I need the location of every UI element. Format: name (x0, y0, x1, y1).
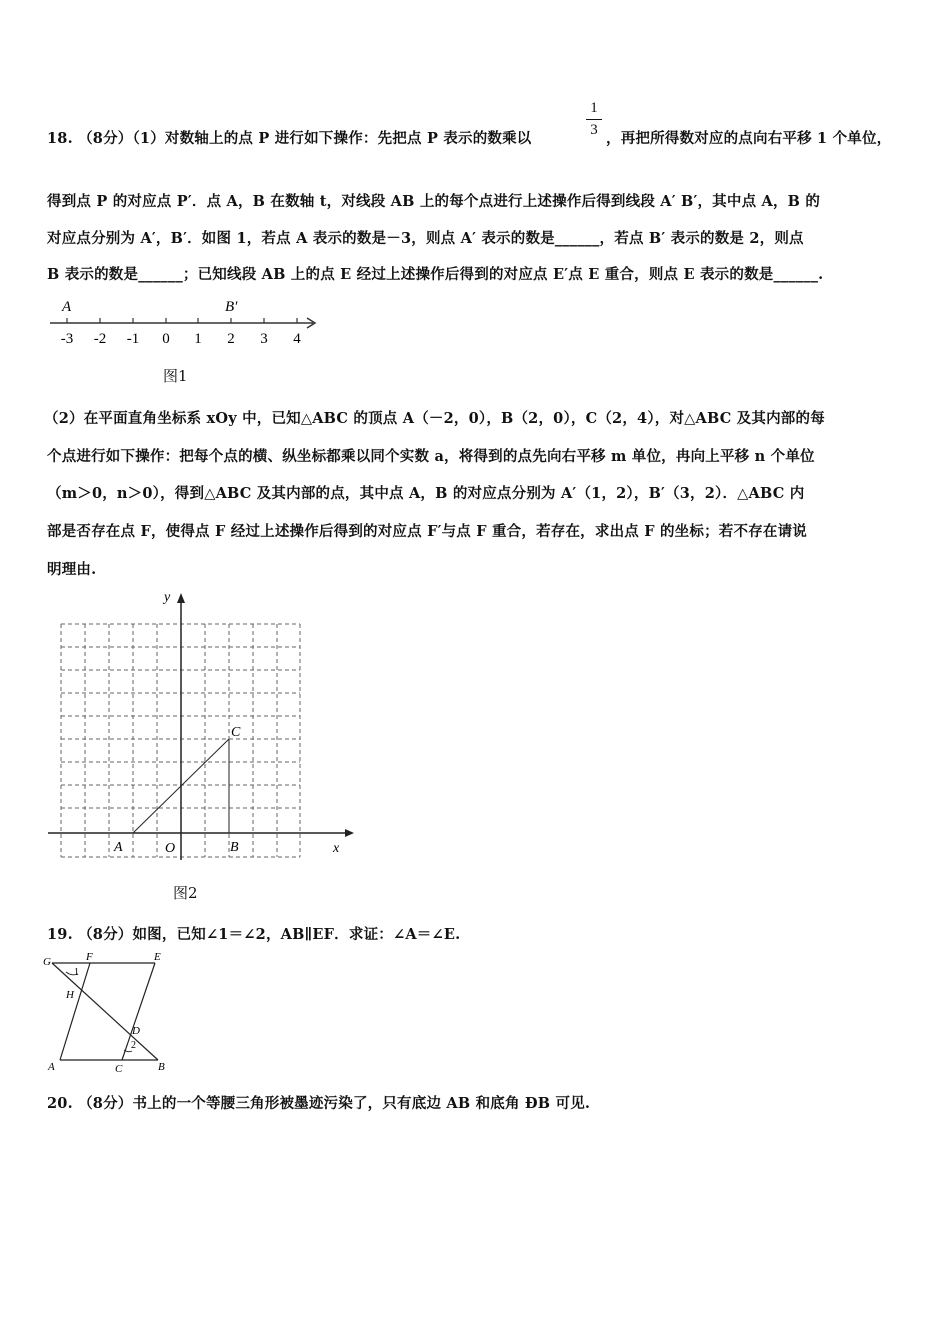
figure-2-coordinate-grid (40, 585, 360, 865)
q18-part2-line2: 个点进行如下操作：把每个点的横、纵坐标都乘以同个实数 a，将得到的点先向右平移 m 单位，冉向上平移 n 个单位 (47, 448, 815, 465)
tick-label: 1 (194, 331, 202, 347)
vertex-C: C (115, 1063, 123, 1075)
vertex-A: A (48, 1061, 55, 1073)
q19-text: 19. （8分）如图，已知∠1＝∠2，AB∥EF．求证：∠A＝∠E. (47, 926, 461, 943)
axis-x-label: x (333, 841, 340, 856)
tick-label: 0 (162, 331, 170, 347)
tick-label: 2 (227, 331, 235, 347)
label-B-prime: B′ (225, 299, 238, 315)
origin-label: O (165, 841, 176, 856)
figure-1-number-line (45, 296, 335, 356)
tick-label: 4 (293, 331, 301, 347)
vertex-H: H (66, 989, 74, 1001)
q18-part2-line5: 明理由. (47, 561, 97, 578)
q18-fraction (586, 100, 602, 139)
tick-label: 3 (260, 331, 268, 347)
q18-line1-end: ，再把所得数对应的点向右平移 1 个单位， (606, 130, 892, 147)
fraction-denominator: 3 (590, 122, 598, 138)
tick-label: -3 (60, 331, 74, 347)
q18-line2: 得到点 P 的对应点 P′．点 A，B 在数轴 t，对线段 AB 上的每个点进行上述操作后得到线段 A′ B′，其中点 A，B 的 (47, 193, 821, 210)
tick-label: -1 (126, 331, 140, 347)
point-B-label: B (230, 840, 239, 855)
q18-line4: B 表示的数是______；已知线段 AB 上的点 E 经过上述操作后得到的对应点 E′点 E 重合，则点 E 表示的数是______. (47, 266, 824, 283)
fraction-numerator: 1 (590, 100, 598, 116)
point-A-label: A (114, 840, 123, 855)
angle-1-label: 1 (74, 967, 79, 978)
q19-geometry-figure (40, 950, 175, 1075)
figure-1-caption: 图1 (163, 367, 188, 385)
q20-text: 20. （8分）书上的一个等腰三角形被墨迹污染了，只有底边 AB 和底角 ÐB 可见. (47, 1095, 591, 1112)
vertex-B: B (158, 1061, 165, 1073)
q18-part2-line3: （m＞0，n＞0），得到△ABC 及其内部的点，其中点 A，B 的对应点分别为 A′（1，2），B′（3，2）．△ABC 内 (47, 485, 805, 502)
q18-line1: 18. （8分）（1）对数轴上的点 P 进行如下操作：先把点 P 表示的数乘以 (47, 130, 532, 147)
q18-line3: 对应点分别为 A′，B′．如图 1，若点 A 表示的数是－3，则点 A′ 表示的数是______，若点 B′ 表示的数是 2，则点 (47, 230, 804, 247)
vertex-D: D (132, 1025, 140, 1037)
vertex-F: F (86, 951, 93, 963)
q18-part2-line1: （2）在平面直角坐标系 xOy 中，已知△ABC 的顶点 A（－2，0），B（2，0），C（2，4），对△ABC 及其内部的每 (44, 410, 825, 427)
label-A: A (62, 299, 72, 315)
vertex-G: G (43, 956, 51, 968)
axis-y-label: y (164, 590, 171, 605)
vertex-E: E (154, 951, 161, 963)
tick-label: -2 (93, 331, 107, 347)
figure-2-caption: 图2 (173, 884, 198, 902)
angle-2-label: 2 (131, 1040, 136, 1051)
q18-part2-line4: 部是否存在点 F，使得点 F 经过上述操作后得到的对应点 F′与点 F 重合，若存在，求出点 F 的坐标；若不存在请说 (47, 523, 807, 540)
point-C-label: C (231, 725, 241, 740)
